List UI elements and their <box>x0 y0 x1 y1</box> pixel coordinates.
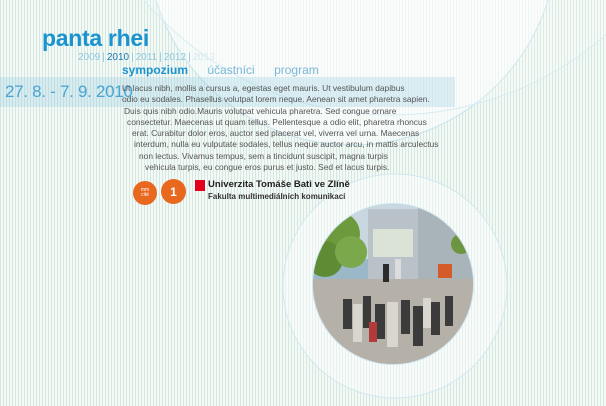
text-line: Ut lacus nibh, mollis a cursus a, egestas eget mauris. Ut vestibulum dapibus <box>122 83 405 93</box>
separator: | <box>102 52 105 63</box>
utb-logo-icon <box>195 180 205 191</box>
partner-one-logo[interactable] <box>161 179 186 204</box>
partner-one-label: 1 <box>170 184 177 199</box>
nav-symposium[interactable]: sympozium <box>122 63 189 77</box>
text-line: vehicula turpis, eu congue eros purus et justo. Sed et lacus turpis. <box>145 162 390 173</box>
text-line: non lectus. Vivamus tempus, sem a tincidunt suscipit, magna turpis <box>139 150 388 161</box>
mmcite-top: mm <box>140 187 150 193</box>
separator: | <box>188 52 191 63</box>
text-line: consectetur. Maecenas ut quam tellus. Pellentesque a odio elit, pharetra rhoncus <box>127 116 427 127</box>
text-line: odio eu sodales. Phasellus volutpat lorem neque. Aenean sit amet pharetra sapien. <box>122 94 430 105</box>
separator: | <box>159 52 162 63</box>
text-line: Duis quis nibh odio.Mauris volutpat vehicula pharetra. Sed congue ornare <box>124 105 397 116</box>
text-line: interdum, nulla eu vulputate sodales, tellus neque auctor arcu, in mattis arculectus <box>134 139 439 150</box>
year-link-2013[interactable]: 2013 <box>192 52 215 63</box>
mmcite-logo[interactable] <box>133 181 157 205</box>
utb-faculty-name: Fakulta multimediálních komunikací <box>208 192 346 201</box>
description-text <box>112 83 457 173</box>
year-link-2010[interactable]: 2010 <box>106 52 130 63</box>
text-line: erat. Curabitur dolor eros, auctor sed placerat vel, viverra vel urna. Maecenas <box>132 128 420 139</box>
utb-university-name[interactable]: Univerzita Tomáše Bati ve Zlíně <box>208 179 350 190</box>
year-link-2009[interactable]: 2009 <box>78 52 101 63</box>
separator: | <box>131 52 134 63</box>
nav-program[interactable]: program <box>274 63 319 77</box>
year-switcher <box>76 52 217 63</box>
nav-participants[interactable]: účastníci <box>207 63 255 77</box>
event-dates: 27. 8. - 7. 9. 2010 <box>5 82 133 101</box>
year-link-2011[interactable]: 2011 <box>135 52 158 63</box>
main-nav <box>122 63 335 77</box>
event-photo <box>312 203 474 365</box>
year-link-2012[interactable]: 2012 <box>163 52 187 63</box>
site-logo[interactable]: panta rhei <box>42 25 149 51</box>
mmcite-bottom: cité <box>141 192 149 198</box>
